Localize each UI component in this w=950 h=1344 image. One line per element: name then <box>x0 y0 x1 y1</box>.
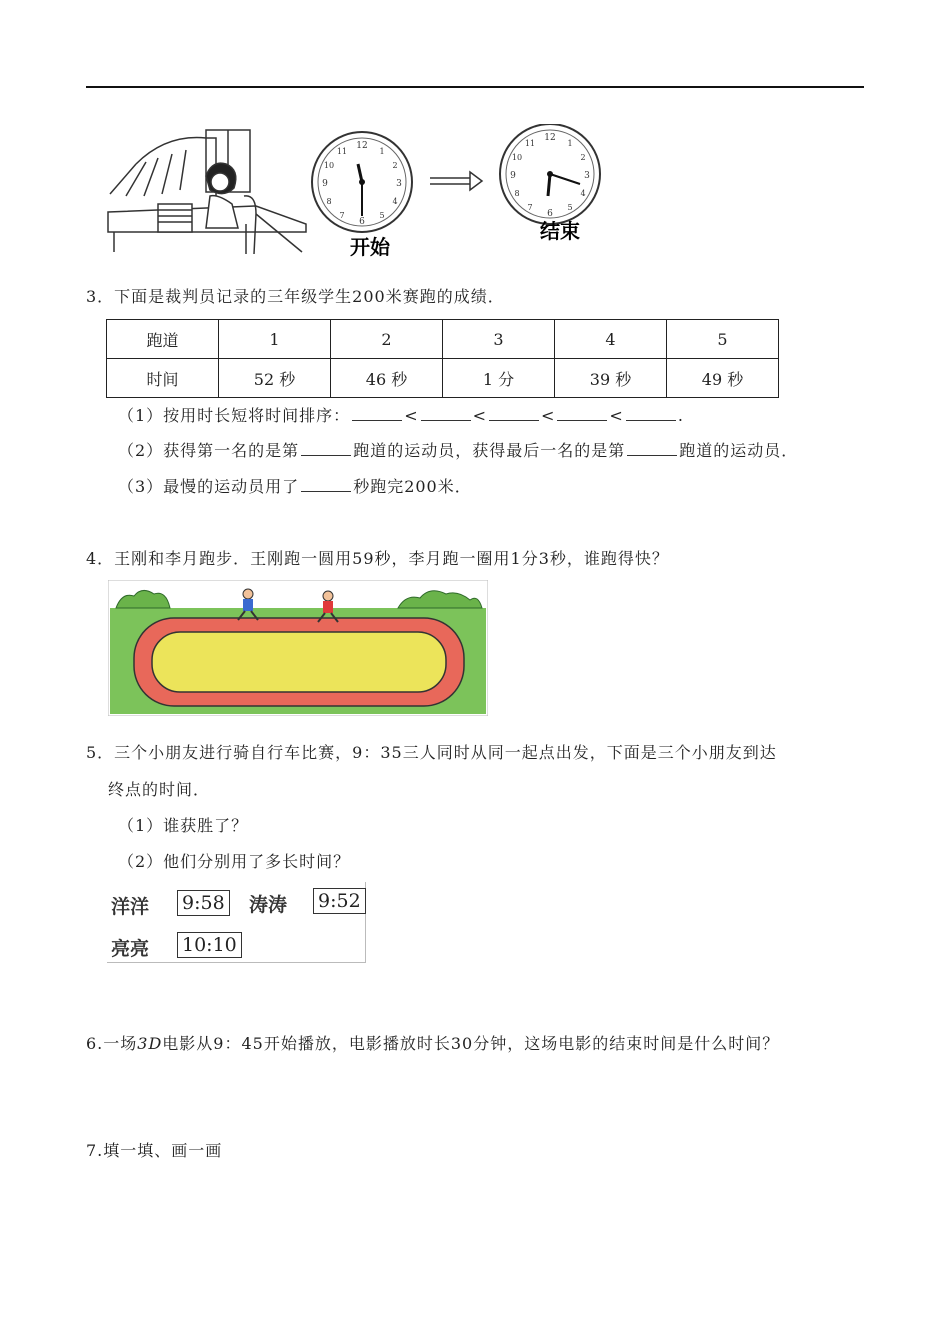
svg-text:10: 10 <box>323 161 335 170</box>
q3-sub3-text-b: 秒跑完200米． <box>353 477 472 496</box>
finisher-time: 10:10 <box>177 932 242 958</box>
finisher-name: 亮亮 <box>111 938 150 960</box>
q5-line1: 5．三个小朋友进行骑自行车比赛，9：35三人同时从同一起点出发，下面是三个小朋友到达 <box>86 743 777 762</box>
finisher-time: 9:58 <box>177 890 230 916</box>
less-than-sign: < <box>472 406 487 425</box>
svg-text:5: 5 <box>379 211 385 220</box>
table-cell: 52 秒 <box>219 359 331 398</box>
svg-text:7: 7 <box>339 211 345 220</box>
table-cell: 39 秒 <box>555 359 667 398</box>
table-cell: 5 <box>667 320 779 359</box>
q7-title: 7.填一填、画一画 <box>86 1141 223 1160</box>
svg-text:8: 8 <box>326 197 332 206</box>
q3-sub2-text-a: （2）获得第一名的是第 <box>118 441 300 460</box>
end-clock <box>500 124 600 224</box>
finisher-name: 洋洋 <box>111 896 150 918</box>
svg-text:6: 6 <box>547 209 553 219</box>
table-cell: 1 <box>219 320 331 359</box>
q3-title: 3．下面是裁判员记录的三年级学生200米赛跑的成绩． <box>86 287 505 306</box>
svg-text:9: 9 <box>322 179 328 189</box>
q4-title: 4．王刚和李月跑步．王刚跑一圆用59秒，李月跑一圈用1分3秒，谁跑得快？ <box>86 549 669 568</box>
table-row <box>107 320 779 359</box>
svg-text:10: 10 <box>511 153 523 162</box>
q3-sub1 <box>118 405 684 427</box>
q6-3d-label: 3D <box>137 1034 163 1053</box>
table-cell: 46 秒 <box>331 359 443 398</box>
table-cell: 49 秒 <box>667 359 779 398</box>
girl-desk-drawing <box>108 130 306 254</box>
answer-blank[interactable] <box>557 406 607 421</box>
q5-line2: 终点的时间． <box>108 780 211 799</box>
svg-text:8: 8 <box>514 189 520 198</box>
table-header-lane: 跑道 <box>107 320 219 359</box>
finisher-name: 涛涛 <box>249 894 288 916</box>
table-header-time: 时间 <box>107 359 219 398</box>
q3-sub2 <box>118 440 798 462</box>
svg-text:4: 4 <box>392 197 398 206</box>
answer-blank[interactable] <box>489 406 539 421</box>
table-cell: 2 <box>331 320 443 359</box>
q3-sub3-text-a: （3）最慢的运动员用了 <box>118 477 300 496</box>
running-track-illustration <box>108 580 488 716</box>
table-cell: 3 <box>443 320 555 359</box>
svg-text:12: 12 <box>356 141 368 151</box>
finisher-time: 9:52 <box>313 888 366 914</box>
svg-text:11: 11 <box>524 139 536 148</box>
q5-sub1: （1）谁获胜了？ <box>118 816 249 835</box>
start-label: 开始 <box>350 235 390 259</box>
svg-text:9: 9 <box>510 171 516 181</box>
table-row <box>107 359 779 398</box>
table-cell: 4 <box>555 320 667 359</box>
answer-blank[interactable] <box>352 406 402 421</box>
arrow-icon <box>430 172 482 190</box>
svg-text:2: 2 <box>392 161 398 170</box>
period: . <box>677 406 684 425</box>
less-than-sign: < <box>404 406 419 425</box>
answer-blank[interactable] <box>301 441 351 456</box>
svg-text:3: 3 <box>584 171 590 181</box>
svg-text:7: 7 <box>527 203 533 212</box>
table-cell: 1 分 <box>443 359 555 398</box>
answer-blank[interactable] <box>421 406 471 421</box>
q3-sub3 <box>118 476 472 498</box>
inner-field <box>152 632 446 692</box>
less-than-sign: < <box>609 406 624 425</box>
answer-blank[interactable] <box>627 441 677 456</box>
less-than-sign: < <box>541 406 556 425</box>
q5-sub2: （2）他们分别用了多长时间？ <box>118 852 351 871</box>
finish-times-panel <box>107 882 366 963</box>
race-results-table <box>106 319 779 398</box>
q6-text <box>86 1033 779 1055</box>
header-rule <box>86 86 864 88</box>
svg-text:6: 6 <box>359 217 365 227</box>
svg-text:4: 4 <box>580 189 586 198</box>
answer-blank[interactable] <box>301 477 351 492</box>
q3-sub1-text: （1）按用时长短将时间排序： <box>118 406 351 425</box>
svg-text:1: 1 <box>379 147 385 156</box>
svg-text:12: 12 <box>544 133 556 143</box>
q6-text-pre: 6.一场 <box>86 1034 138 1053</box>
q3-sub2-text-b: 跑道的运动员，获得最后一名的是第 <box>353 441 626 460</box>
svg-text:11: 11 <box>336 147 348 156</box>
answer-blank[interactable] <box>626 406 676 421</box>
q6-text-post: 电影从9：45开始播放，电影播放时长30分钟，这场电影的结束时间是什么时间？ <box>162 1034 780 1053</box>
svg-text:1: 1 <box>567 139 573 148</box>
start-clock <box>312 132 412 232</box>
svg-text:5: 5 <box>567 203 573 212</box>
clock-illustration <box>106 124 606 266</box>
q3-sub2-text-c: 跑道的运动员． <box>679 441 799 460</box>
svg-text:3: 3 <box>396 179 402 189</box>
svg-text:2: 2 <box>580 153 586 162</box>
end-label: 结束 <box>540 219 580 243</box>
